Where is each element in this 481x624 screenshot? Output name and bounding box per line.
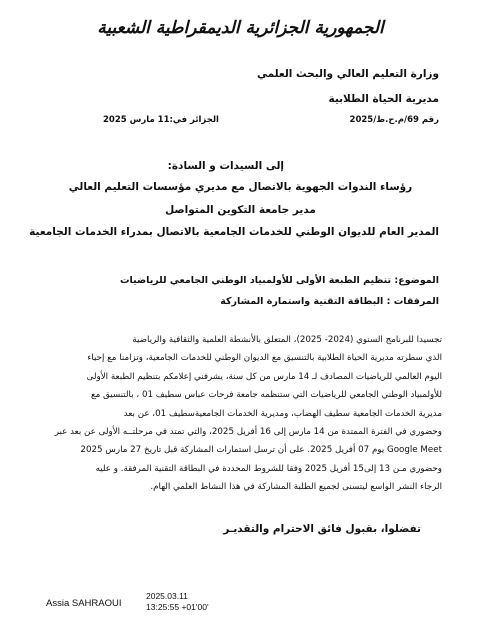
reference-number: رقم 69/م.ح.ط/2025 — [349, 115, 439, 125]
body-line: وحضوري في الفترة الممتدة من 14 مارس إلى 16 أفريل 2025، والتي تمتد في مرحلتــه الأولى عن بعد عبر — [54, 427, 442, 438]
republic-header: الجمهورية الجزائرية الديمقراطية الشعبية — [97, 18, 384, 38]
signature-timestamp — [146, 591, 209, 613]
ministry-name: وزارة التعليم العالي والبحث العلمي — [256, 68, 439, 80]
closing-salutation: تفضلوا، بقبول فائق الاحترام والتقديـر — [223, 523, 421, 535]
recipient-line-1: رؤساء الندوات الجهوية بالاتصال مع مديري مؤسسات التعليم العالي — [68, 181, 413, 193]
attachments-line: المرفقات : البطاقة التقنية واستمارة المشاركة — [220, 296, 439, 307]
subject-line: الموضوع: تنظيم الطبعة الأولى للأولمبياد الوطني الجامعي للرياضيات — [119, 275, 439, 286]
place-and-date: الجزائر في:11 مارس 2025 — [103, 115, 219, 125]
recipient-line-3: المدير العام للديوان الوطني للخدمات الجامعية بالاتصال بمدراء الخدمات الجامعية — [29, 226, 439, 238]
body-line: الذي سطرته مديرية الحياة الطلابية بالتنسيق مع الديوان الوطني للخدمات الجامعية، وتزامنا مع إحياء — [87, 353, 442, 364]
body-line: وحضوري مـن 13 إلى15 أفريل 2025 وفقا للشروط المحددة في البطاقة التقنية المرفقة. و عليه — [95, 463, 442, 474]
body-line: للأولمبياد الوطني الجامعي للرياضيات التي ستنظمه جامعة فرحات عباس سطيف 01 ، بالتنسيق مع — [91, 390, 442, 401]
body-line: Google Meet يوم 07 أفريل 2025. على أن ترسل استمارات المشاركة قبل تاريخ 27 مارس 2025 — [80, 445, 442, 456]
signature-time: 13:25:55 +01'00' — [146, 602, 209, 612]
body-line: اليوم العالمي للرياضيات المصادف لـ 14 مارس من كل سنة، يشرفني إعلامكم بتنظيم الطبعة الأولى — [86, 371, 442, 382]
recipient-line-2: مدير جامعة التكوين المتواصل — [165, 204, 316, 216]
directorate-name: مديرية الحياة الطلابية — [328, 93, 439, 105]
body-paragraph — [42, 331, 442, 497]
signature-name: Assia SAHRAOUI — [46, 598, 122, 609]
recipients-heading: إلى السيدات و السادة: — [167, 160, 284, 172]
body-line: الرجاء النشر الواسع ليتسنى لجميع الطلبة المشاركة في هذا النشاط العلمي الهام. — [150, 482, 442, 493]
signature-date: 2025.03.11 — [146, 591, 188, 601]
body-line: تجسيدا للبرنامج السنوي (2024- 2025)، المتعلق بالأنشطة العلمية والثقافية والرياضية — [132, 335, 442, 345]
body-line: مديرية الخدمات الجامعية سطيف الهضاب، ومديرية الخدمات الجامعيةسطيف 01، عن بعد — [123, 408, 442, 419]
